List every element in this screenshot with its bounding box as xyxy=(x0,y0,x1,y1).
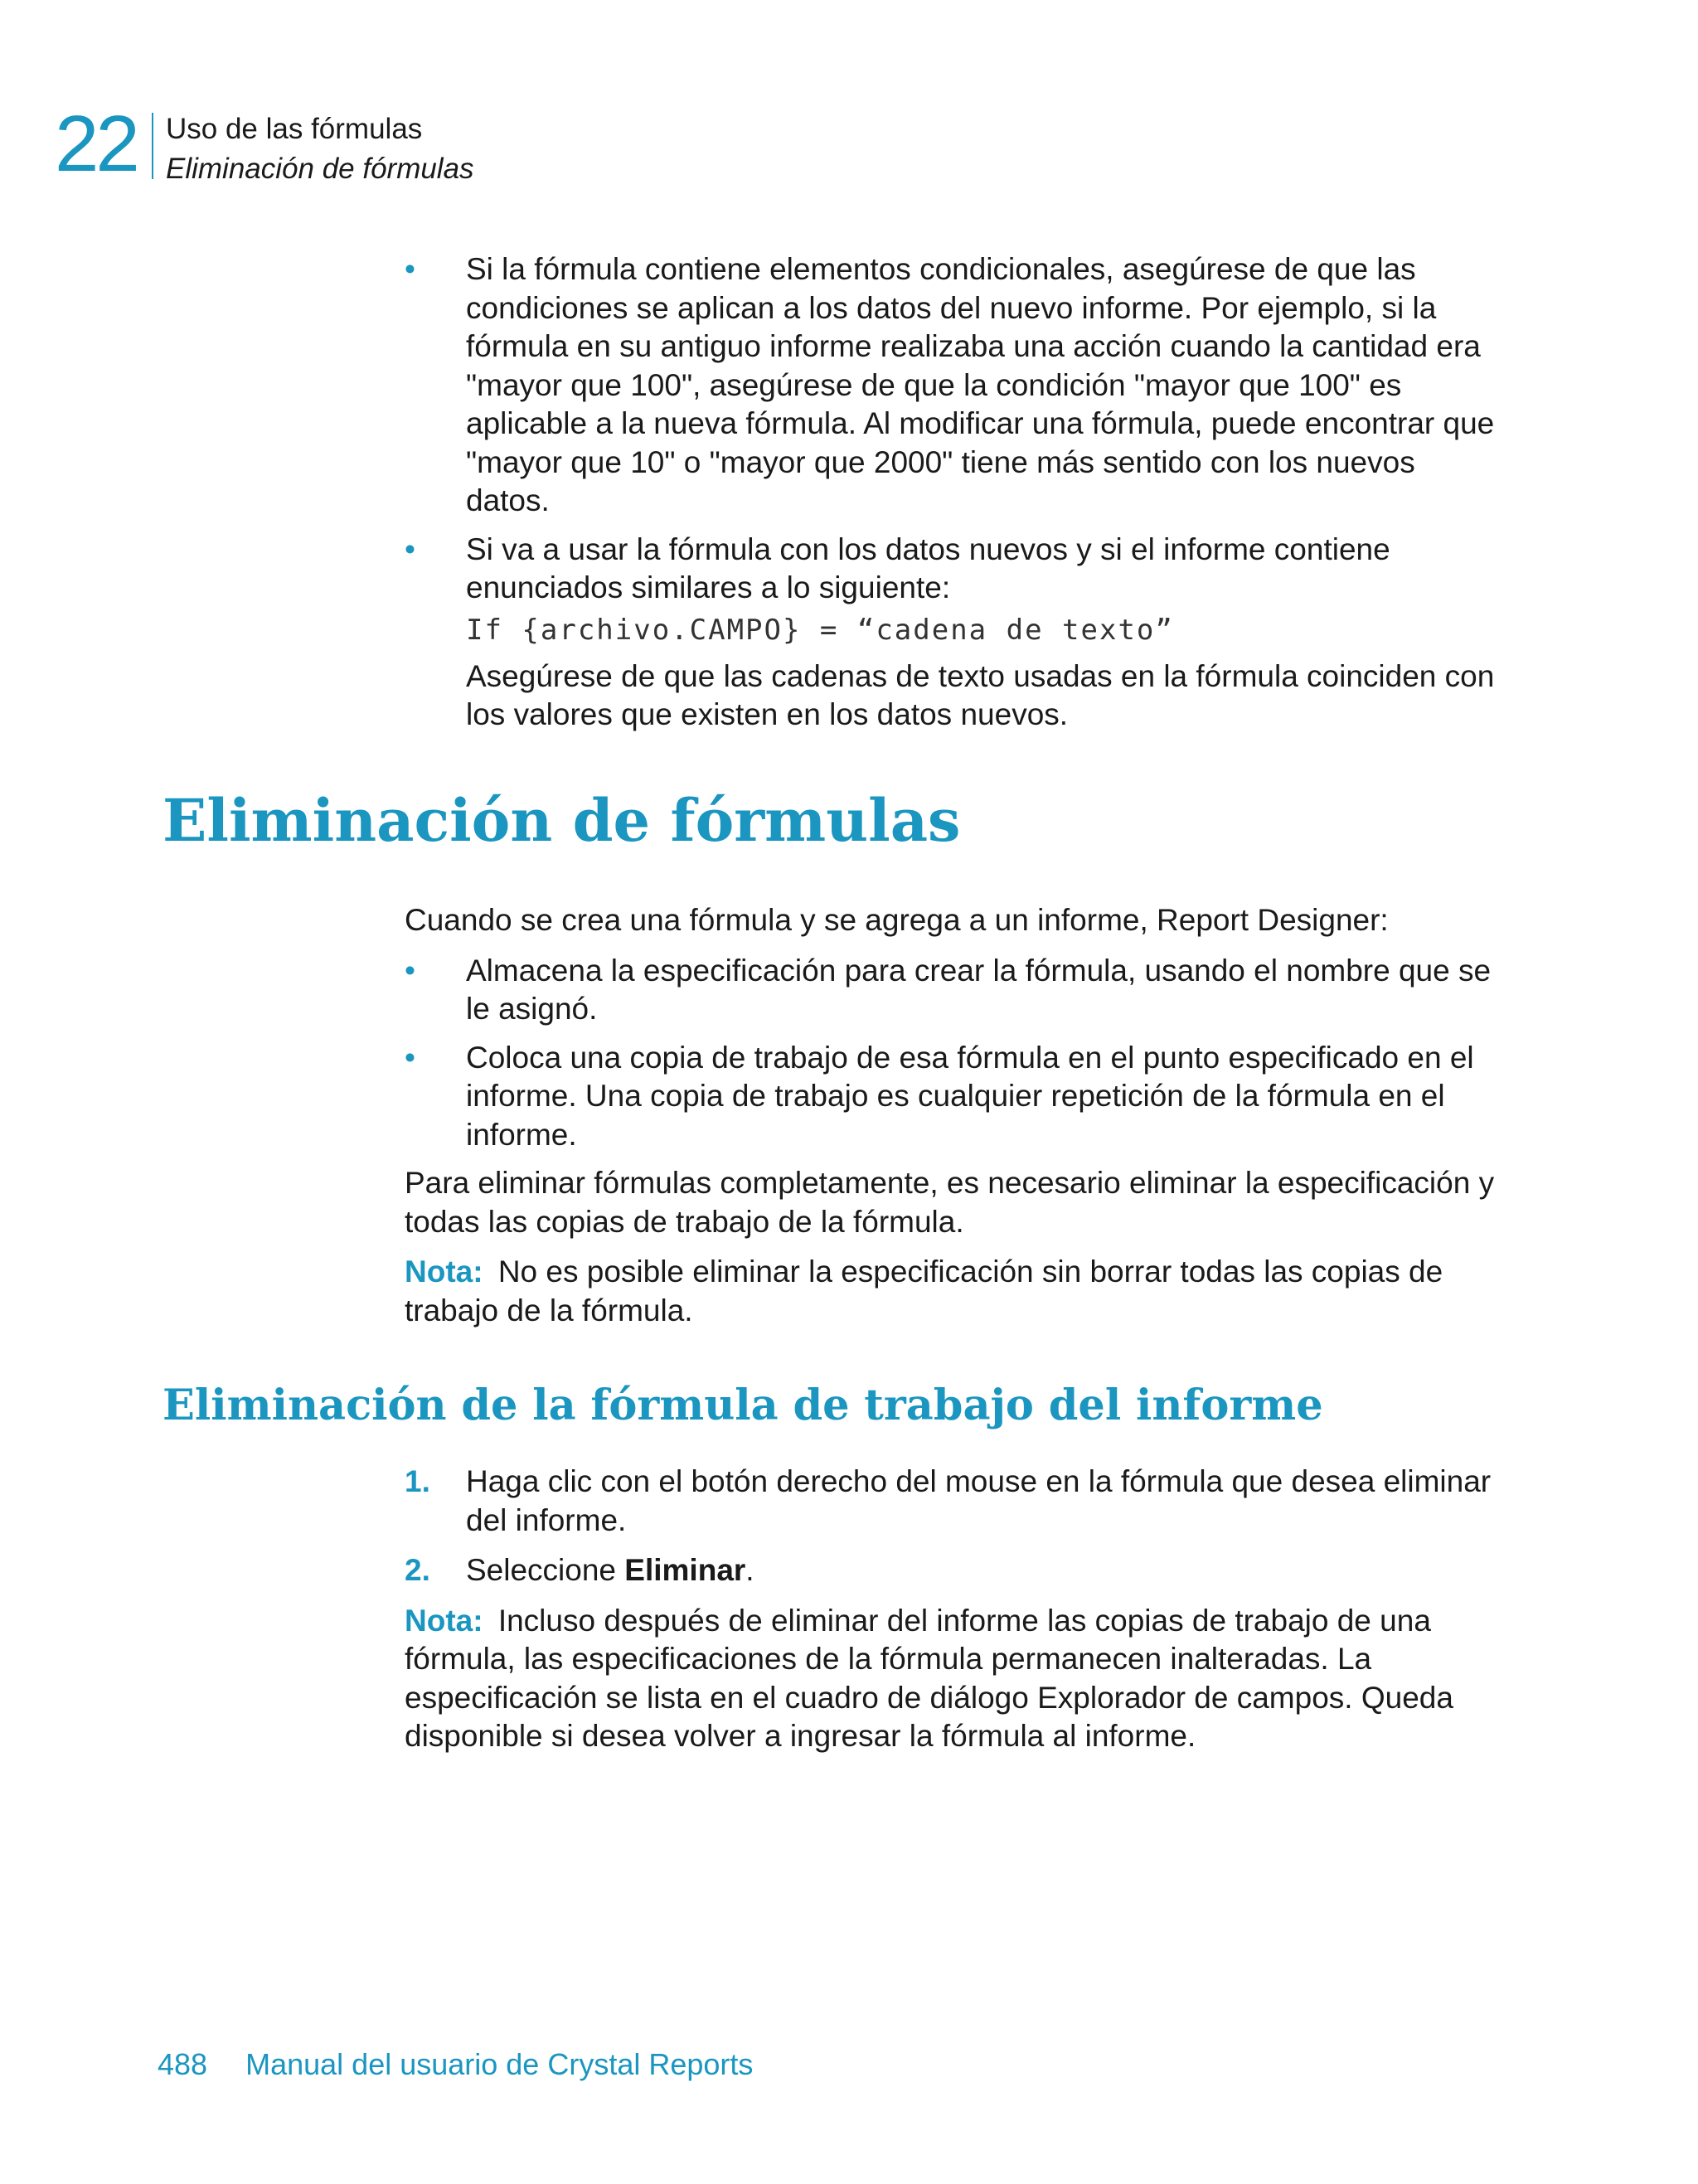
step-number: 2. xyxy=(405,1553,430,1587)
bullet-text: Si va a usar la fórmula con los datos nuevos y si el informe contiene enunciados similares a lo siguiente: xyxy=(466,531,1390,604)
step-item xyxy=(405,1551,1499,1590)
chapter-number: 22 xyxy=(55,99,137,188)
bullet-item xyxy=(405,952,1499,1029)
bullet-icon: • xyxy=(405,953,415,988)
step-text: Haga clic con el botón derecho del mouse en la fórmula que desea eliminar del informe. xyxy=(466,1464,1492,1537)
bullet-text: Coloca una copia de trabajo de esa fórmula en el punto especificado en el informe. Una copia de trabajo es cualquier repetición de la fórmula en el informe. xyxy=(466,1040,1474,1152)
bullet-continuation: Asegúrese de que las cadenas de texto usadas en la fórmula coinciden con los valores que existen en los datos nuevos. xyxy=(466,658,1495,731)
subsection-heading: Eliminación de la fórmula de trabajo del informe xyxy=(163,1381,1323,1430)
step-text-pre: Seleccione xyxy=(466,1553,625,1587)
step-text-post: . xyxy=(745,1553,754,1587)
section2-body xyxy=(405,1463,1499,1768)
intro-bullets xyxy=(405,250,1499,745)
book-title: Manual del usuario de Crystal Reports xyxy=(245,2047,754,2081)
note-label: Nota: xyxy=(405,1603,483,1638)
bullet-item xyxy=(405,531,1499,735)
bullet-item xyxy=(405,250,1499,521)
bullet-icon: • xyxy=(405,531,415,566)
page-number: 488 xyxy=(158,2047,208,2081)
note-text: No es posible eliminar la especificación sin borrar todas las copias de trabajo de la fórmula. xyxy=(405,1255,1443,1327)
header-divider xyxy=(152,113,153,179)
bullet-icon: • xyxy=(405,1040,415,1075)
note-label: Nota: xyxy=(405,1255,483,1289)
section-title: Eliminación de fórmulas xyxy=(166,153,474,185)
step-item xyxy=(405,1463,1499,1540)
code-snippet: If {archivo.CAMPO} = “cadena de texto” xyxy=(466,613,1174,647)
note xyxy=(405,1253,1499,1330)
bullet-text: Almacena la especificación para crear la fórmula, usando el nombre que se le asignó. xyxy=(466,953,1492,1026)
chapter-title: Uso de las fórmulas xyxy=(166,113,423,145)
section1-intro: Cuando se crea una fórmula y se agrega a un informe, Report Designer: xyxy=(405,903,1389,937)
section-heading: Eliminación de fórmulas xyxy=(163,786,961,855)
page-footer xyxy=(158,2045,753,2085)
note-text: Incluso después de eliminar del informe las copias de trabajo de una fórmula, las especificaciones de la fórmula permanecen inalteradas. La especificación se lista en el cuadro de diálogo Explorador de campos. Queda disponible si desea volver a ingresar la fórmula al informe. xyxy=(405,1603,1453,1753)
section1-body xyxy=(405,901,1499,1342)
bullet-text: Si la fórmula contiene elementos condicionales, asegúrese de que las condiciones se aplican a los datos del nuevo informe. Por ejemplo, si la fórmula en su antiguo informe realizaba una acción cuando la cantidad era "mayor que 100", asegúrese de que la condición "mayor que 100" es aplicable a la nueva fórmula. Al modificar una fórmula, puede encontrar que "mayor que 10" o "mayor que 2000" tiene más sentido con los nuevos datos. xyxy=(466,252,1495,517)
bullet-icon: • xyxy=(405,252,415,286)
note xyxy=(405,1602,1499,1756)
bullet-item xyxy=(405,1039,1499,1155)
section1-paragraph: Para eliminar fórmulas completamente, es necesario eliminar la especificación y todas las copias de trabajo de la fórmula. xyxy=(405,1166,1495,1239)
step-number: 1. xyxy=(405,1464,430,1498)
step-command: Eliminar xyxy=(624,1553,746,1587)
